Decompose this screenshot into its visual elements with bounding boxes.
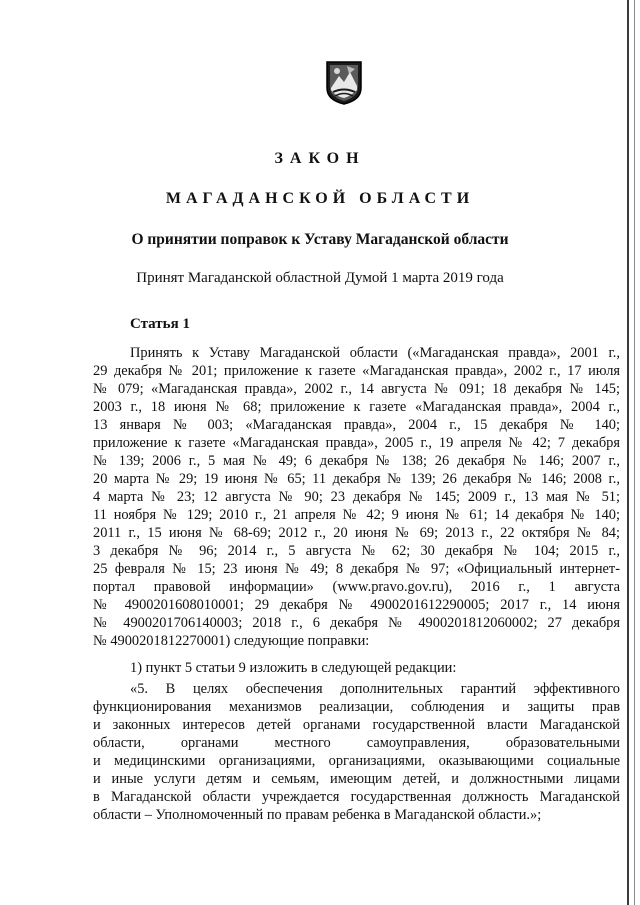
paragraph-line: № 4900201706140003; 2018 г., 6 декабря № 4900201812060002; 27 декабря: [93, 615, 620, 631]
paragraph-line: «5. В целях обеспечения дополнительных гарантий эффективного: [130, 681, 620, 697]
paragraph-line: области, органами местного самоуправления, образовательными: [93, 735, 620, 751]
paragraph-line: № 139; 2006 г., 5 мая № 49; 6 декабря № 138; 26 декабря № 146; 2007 г.,: [93, 453, 620, 469]
scan-edge-line-secondary: [634, 0, 635, 905]
document-subject: О принятии поправок к Уставу Магаданской области: [131, 231, 509, 248]
scan-edge-line: [627, 0, 629, 905]
paragraph-line: Принять к Уставу Магаданской области («Магаданская правда», 2001 г.,: [130, 345, 620, 361]
article-intro-paragraph: [93, 344, 620, 650]
paragraph-line: функционирования механизмов реализации, соблюдения и защиты прав: [93, 699, 620, 715]
paragraph-line: 2003 г., 18 июня № 68; приложение к газете «Магаданская правда», 2004 г.,: [93, 399, 620, 415]
paragraph-line: 3 декабря № 96; 2014 г., 5 августа № 62; 30 декабря № 104; 2015 г.,: [93, 543, 620, 559]
paragraph-line: и медицинскими организациями, организациями, оказывающими социальные: [93, 753, 620, 769]
region-title: МАГАДАНСКОЙ ОБЛАСТИ: [165, 190, 475, 207]
amendment-item-heading: 1) пункт 5 статьи 9 изложить в следующей редакции:: [130, 660, 457, 676]
article-heading: Статья 1: [130, 316, 190, 332]
paragraph-line: 13 января № 003; «Магаданская правда», 2004 г., 15 декабря № 140;: [93, 417, 620, 433]
paragraph-line: № 4900201812270001) следующие поправки:: [93, 633, 370, 649]
law-title: ЗАКОН: [274, 150, 366, 167]
paragraph-line: 25 февраля № 15; 23 июня № 49; 8 декабря № 97; «Официальный интернет-: [93, 561, 620, 577]
paragraph-line: № 4900201608010001; 29 декабря № 4900201612290005; 2017 г., 14 июня: [93, 597, 620, 613]
paragraph-line: 11 ноября № 129; 2010 г., 21 апреля № 42; 9 июня № 61; 14 декабря № 140;: [93, 507, 620, 523]
paragraph-line: в Магаданской области учреждается государственная должность Магаданской: [93, 789, 620, 805]
paragraph-line: области – Уполномоченный по правам ребенка в Магаданской области.»;: [93, 807, 542, 823]
paragraph-line: портал правовой информации» (www.pravo.gov.ru), 2016 г., 1 августа: [93, 579, 620, 595]
paragraph-line: 2011 г., 15 июня № 68-69; 2012 г., 20 июня № 69; 2013 г., 22 октября № 84;: [93, 525, 620, 541]
coat-of-arms-icon: [325, 60, 363, 106]
paragraph-line: 4 марта № 23; 12 августа № 90; 23 декабря № 145; 2009 г., 13 мая № 51;: [93, 489, 620, 505]
paragraph-line: 20 марта № 29; 19 июня № 65; 11 декабря № 139; 26 декабря № 146; 2008 г.,: [93, 471, 620, 487]
paragraph-line: 29 декабря № 201; приложение к газете «Магаданская правда», 2002 г., 17 июля: [93, 363, 620, 379]
paragraph-line: и законных интересов детей органами государственной власти Магаданской: [93, 717, 620, 733]
paragraph-line: приложение к газете «Магаданская правда», 2005 г., 19 апреля № 42; 7 декабря: [93, 435, 620, 451]
paragraph-line: № 079; «Магаданская правда», 2002 г., 14 августа № 091; 18 декабря № 145;: [93, 381, 620, 397]
paragraph-line: и иные услуги детям и семьям, имеющим детей, и должностными лицами: [93, 771, 620, 787]
adoption-statement: Принят Магаданской областной Думой 1 марта 2019 года: [136, 270, 504, 286]
amendment-item-text: [93, 680, 620, 824]
